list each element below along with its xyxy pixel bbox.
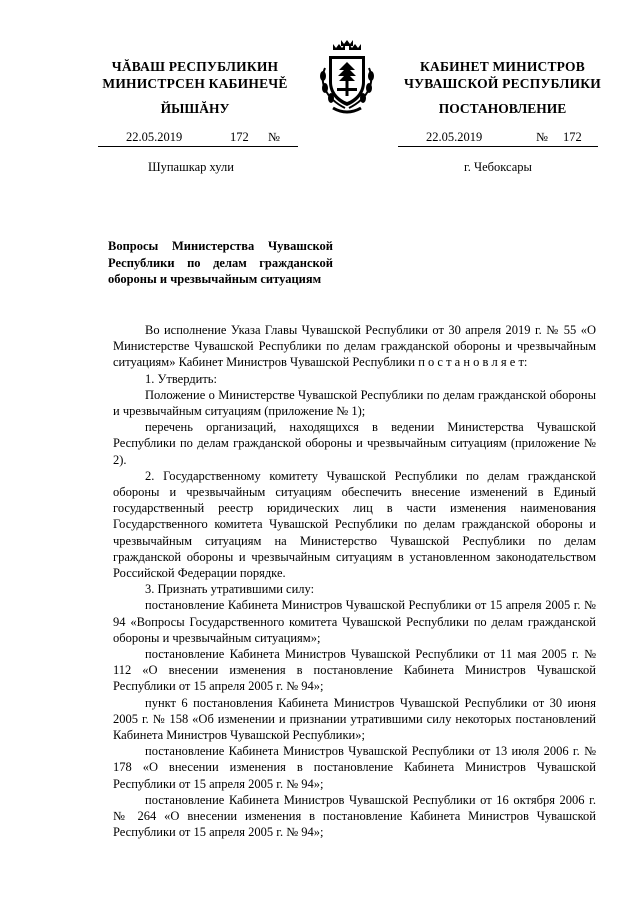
- place-right: г. Чебоксары: [464, 160, 532, 174]
- header-right-line2: ЧУВАШСКОЙ РЕСПУБЛИКИ: [404, 76, 601, 91]
- body-paragraph: постановление Кабинета Министров Чувашской Республики от 16 октября 2006 г. № 264 «О внесении изменения в постановление Кабинета Министров Чувашской Республики от 15 апреля 2005 г. № 94»;: [113, 792, 596, 840]
- chuvash-emblem-icon: [313, 38, 381, 118]
- header-right-line1: КАБИНЕТ МИНИСТРОВ: [420, 59, 585, 74]
- body-paragraph: 1. Утвердить:: [145, 371, 217, 386]
- registration-left-number: 172: [230, 130, 249, 144]
- header-left-line2: МИНИСТРСЕН КАБИНЕЧĚ: [102, 76, 288, 91]
- registration-right-number: 172: [563, 130, 582, 144]
- body-paragraph: 3. Признать утратившими силу:: [145, 582, 315, 597]
- header-left: [95, 58, 295, 92]
- place-left: Шупашкар хули: [148, 160, 234, 174]
- body-paragraph: постановление Кабинета Министров Чувашской Республики от 13 июля 2006 г. № 178 «О внесении изменения в постановление Кабинета Министров Чувашской Республики от 15 апреля 2005 г. № 94»;: [113, 744, 596, 791]
- registration-left-no-sign: №: [268, 130, 280, 144]
- document-body: [113, 322, 596, 841]
- header-left-line1: ЧĂВАШ РЕСПУБЛИКИН: [111, 59, 279, 74]
- body-paragraph: Во исполнение Указа Главы Чувашской Республики от 30 апреля 2019 г. № 55 «О Министерстве Чувашской Республики по делам гражданской обороны и чрезвычайным ситуациям» Кабинет Министров Чувашской Республики п о с т а н о в л я е т:: [113, 323, 596, 370]
- doc-type-left: ЙЫШĂНУ: [160, 101, 230, 116]
- body-paragraph: Положение о Министерстве Чувашской Республики по делам гражданской обороны и чрезвычайным ситуациям (приложение № 1);: [113, 387, 596, 419]
- document-subject: Вопросы Министерства Чувашской Республики по делам гражданской обороны и чрезвычайным ситуациям: [108, 239, 333, 286]
- registration-right-no-sign: №: [536, 130, 548, 144]
- body-paragraph: постановление Кабинета Министров Чувашской Республики от 15 апреля 2005 г. № 94 «Вопросы Государственного комитета Чувашской Республики по делам гражданской обороны и чрезвычайным ситуациям»;: [113, 598, 596, 645]
- registration-left-date: 22.05.2019: [126, 130, 183, 144]
- body-paragraph: пункт 6 постановления Кабинета Министров Чувашской Республики от 30 июня 2005 г. № 158 «Об изменении и признании утратившими силу некоторых постановлений Кабинета Министров Чувашской Республики»;: [113, 695, 596, 743]
- registration-right: [398, 130, 598, 147]
- body-paragraph: 2. Государственному комитету Чувашской Республики по делам гражданской обороны и чрезвычайным ситуациям обеспечить внесение изменений в Единый государственный реестр юридических лиц в части изменения наименования Государственного комитета Чувашской Республики по делам гражданской обороны и чрезвычайным ситуациям на Министерство Чувашской Республики по делам гражданской обороны и чрезвычайным ситуациям в установленном законодательством Российской Федерации порядке.: [113, 468, 596, 581]
- header-right: [395, 58, 610, 92]
- doc-type-right: ПОСТАНОВЛЕНИЕ: [438, 101, 567, 116]
- body-paragraph: постановление Кабинета Министров Чувашской Республики от 11 мая 2005 г. № 112 «О внесении изменения в постановление Кабинета Министров Чувашской Республики от 15 апреля 2005 г. № 94»;: [113, 647, 596, 694]
- registration-right-date: 22.05.2019: [426, 130, 483, 144]
- body-paragraph: перечень организаций, находящихся в ведении Министерства Чувашской Республики по делам гражданской обороны и чрезвычайным ситуациям (приложение № 2).: [113, 420, 596, 467]
- registration-left: [98, 130, 298, 147]
